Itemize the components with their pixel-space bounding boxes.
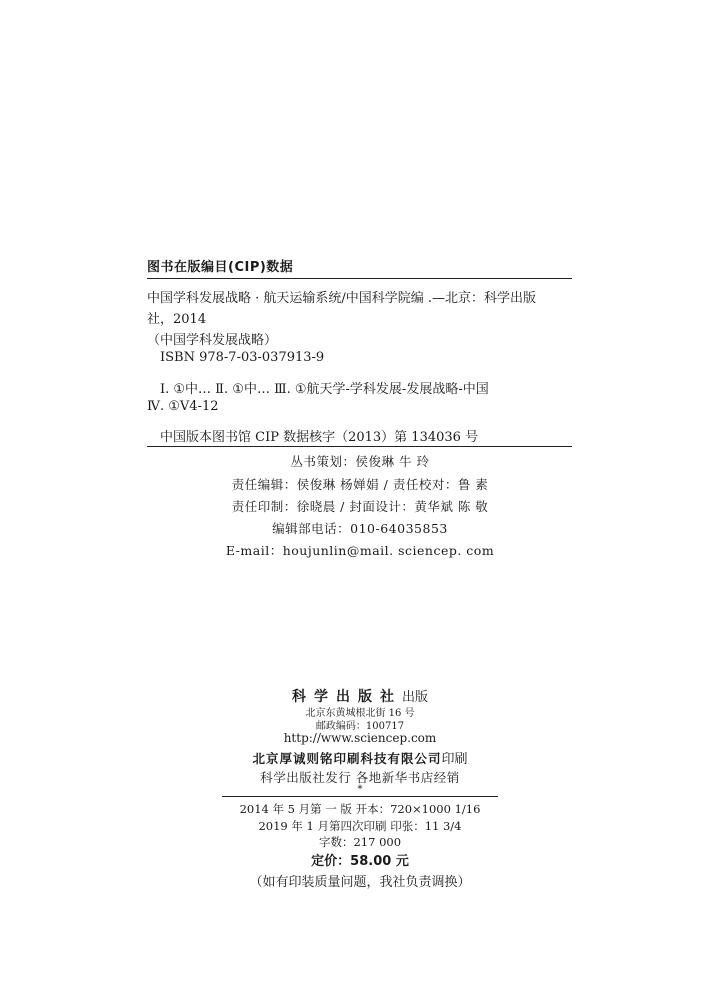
cip-classification-line1: Ⅰ. ①中… Ⅱ. ①中… Ⅲ. ①航天学-学科发展-发展战略-中国 [160,382,489,397]
word-count: 字数：217 000 [318,835,402,849]
publisher-suffix: 出版 [401,690,428,705]
quality-note: （如有印装质量问题，我社负责调换） [249,875,471,890]
distribution-line: 科学出版社发行 各地新华书店经销 [260,770,460,785]
series-planner: 丛书策划：侯俊琳 牛 玲 [290,454,430,469]
cip-heading: 图书在版编目(CIP)数据 [147,260,294,275]
publisher-address: 北京东黄城根北街 16 号 [305,708,415,719]
cip-record-number: 中国版本图书馆 CIP 数据核字（2013）第 134036 号 [160,430,479,445]
cip-isbn: ISBN 978-7-03-037913-9 [160,350,325,365]
cip-series: （中国学科发展战略） [147,333,278,348]
publisher-url: http://www.sciencep.com [283,731,437,745]
cip-top-rule [147,278,572,279]
printing-info: 2019 年 1 月第四次印刷 印张：11 3/4 [258,819,462,833]
cip-classification-line2: Ⅳ. ①V4-12 [147,399,219,414]
responsible-editors: 责任编辑：侯俊琳 杨婵娟 / 责任校对：鲁 素 [231,477,489,492]
publisher-line [0,686,720,706]
printer-name: 北京厚诚则铭印刷科技有限公司 [252,751,442,766]
editorial-email: E-mail：houjunlin@mail. sciencep. com [225,543,495,558]
editorial-phone: 编辑部电话：010-64035853 [272,521,448,536]
specs-top-rule [222,796,498,797]
price: 定价：58.00 元 [311,854,409,869]
printer-suffix: 印刷 [441,752,468,767]
publisher-name: 科学出版社 [291,689,402,705]
cip-title-line2: 社，2014 [147,312,207,327]
publisher-postcode: 邮政编码：100717 [315,721,405,732]
separator-mark: * [357,784,363,795]
edition-info: 2014 年 5 月第 一 版 开本：720×1000 1/16 [239,802,481,816]
production-credits: 责任印制：徐晓晨 / 封面设计：黄华斌 陈 敬 [231,499,489,514]
printer-line [0,748,720,767]
cip-bottom-rule [147,446,572,447]
cip-title-line1: 中国学科发展战略 · 航天运输系统/中国科学院编 .—北京：科学出版 [147,291,537,306]
